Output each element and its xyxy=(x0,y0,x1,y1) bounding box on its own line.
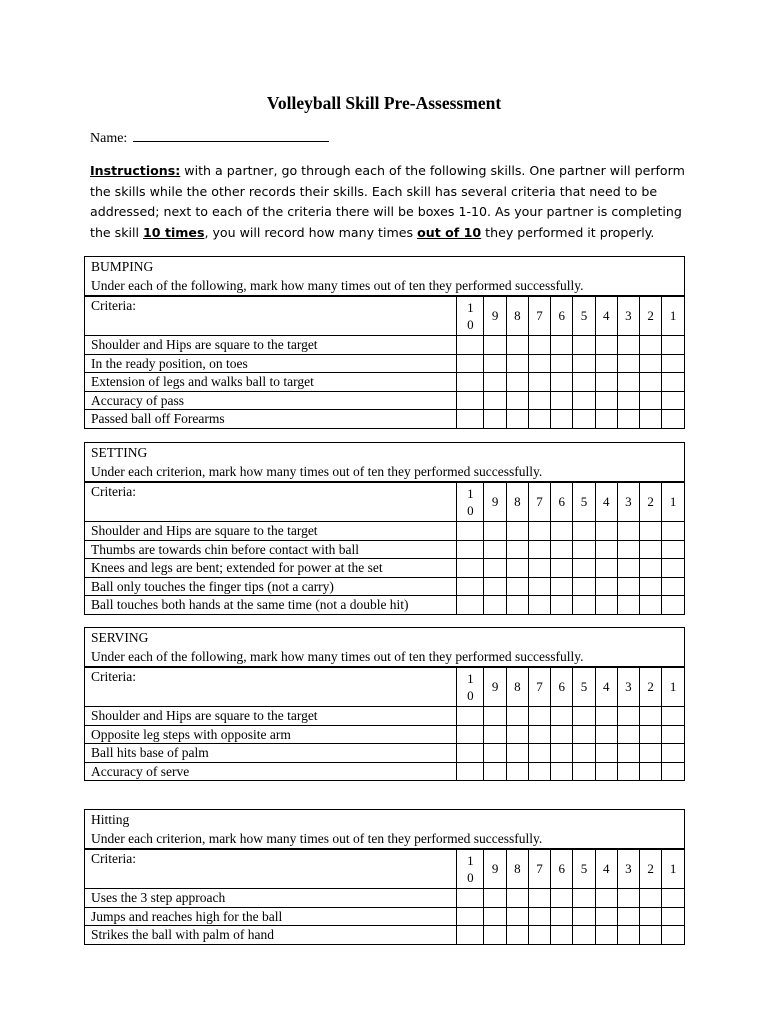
score-box[interactable] xyxy=(617,354,639,373)
instructions-bold-2: out of 10 xyxy=(417,224,482,240)
score-box[interactable] xyxy=(506,889,528,908)
score-header-3: 3 xyxy=(617,668,639,707)
score-box[interactable] xyxy=(528,373,550,392)
score-box[interactable] xyxy=(573,391,595,410)
score-box[interactable] xyxy=(617,410,639,428)
score-header-5: 5 xyxy=(573,483,595,522)
table-row xyxy=(85,540,684,559)
score-box[interactable] xyxy=(551,336,573,355)
score-box[interactable] xyxy=(551,410,573,428)
score-box[interactable] xyxy=(573,354,595,373)
name-blank-line[interactable] xyxy=(133,128,329,142)
score-box[interactable] xyxy=(551,762,573,780)
score-box[interactable] xyxy=(617,907,639,926)
score-header-10-bottom: 0 xyxy=(467,503,474,518)
score-box[interactable] xyxy=(595,725,617,744)
score-box[interactable] xyxy=(506,707,528,726)
score-box[interactable] xyxy=(551,907,573,926)
table-row xyxy=(85,354,684,373)
score-header-1: 1 xyxy=(662,483,684,522)
score-box[interactable] xyxy=(528,889,550,908)
score-box[interactable] xyxy=(528,744,550,763)
section-title: SETTING xyxy=(91,445,148,460)
criterion-label: Ball hits base of palm xyxy=(85,744,457,763)
score-box[interactable] xyxy=(595,373,617,392)
score-box[interactable] xyxy=(484,522,506,541)
score-box[interactable] xyxy=(595,577,617,596)
criterion-label: Shoulder and Hips are square to the target xyxy=(85,707,457,726)
score-box[interactable] xyxy=(640,373,662,392)
score-box[interactable] xyxy=(595,540,617,559)
score-box[interactable] xyxy=(528,725,550,744)
score-box[interactable] xyxy=(506,336,528,355)
score-header-10-bottom: 0 xyxy=(467,688,474,703)
criterion-label: Accuracy of serve xyxy=(85,762,457,780)
score-box[interactable] xyxy=(484,707,506,726)
score-box[interactable] xyxy=(528,907,550,926)
score-box[interactable] xyxy=(662,744,684,763)
section-header xyxy=(85,628,684,667)
score-box[interactable] xyxy=(595,707,617,726)
criterion-label: Uses the 3 step approach xyxy=(85,889,457,908)
score-box[interactable] xyxy=(573,522,595,541)
score-box[interactable] xyxy=(640,354,662,373)
score-header-3: 3 xyxy=(617,297,639,336)
criterion-label: Shoulder and Hips are square to the target xyxy=(85,336,457,355)
score-box[interactable] xyxy=(617,336,639,355)
score-box[interactable] xyxy=(662,926,684,944)
criteria-table xyxy=(85,667,684,780)
score-header-9: 9 xyxy=(484,483,506,522)
score-box[interactable] xyxy=(551,373,573,392)
section-bumping xyxy=(84,256,685,429)
score-box[interactable] xyxy=(640,540,662,559)
score-header-8: 8 xyxy=(506,668,528,707)
score-box[interactable] xyxy=(573,540,595,559)
score-box[interactable] xyxy=(640,707,662,726)
score-box[interactable] xyxy=(506,577,528,596)
score-box[interactable] xyxy=(640,391,662,410)
score-box[interactable] xyxy=(528,540,550,559)
score-box[interactable] xyxy=(506,559,528,578)
section-hitting xyxy=(84,809,685,945)
score-box[interactable] xyxy=(457,559,484,578)
score-box[interactable] xyxy=(457,889,484,908)
table-row xyxy=(85,707,684,726)
score-box[interactable] xyxy=(662,907,684,926)
score-box[interactable] xyxy=(484,336,506,355)
score-box[interactable] xyxy=(617,373,639,392)
score-header-5: 5 xyxy=(573,850,595,889)
score-box[interactable] xyxy=(484,889,506,908)
score-box[interactable] xyxy=(617,744,639,763)
criteria-header: Criteria: xyxy=(85,668,457,707)
section-setting xyxy=(84,442,685,615)
score-box[interactable] xyxy=(595,889,617,908)
score-box[interactable] xyxy=(457,744,484,763)
criteria-header: Criteria: xyxy=(85,483,457,522)
score-box[interactable] xyxy=(617,889,639,908)
instructions-text-3: they performed it properly. xyxy=(481,224,655,240)
score-box[interactable] xyxy=(551,540,573,559)
score-box[interactable] xyxy=(457,391,484,410)
score-box[interactable] xyxy=(573,926,595,944)
score-box[interactable] xyxy=(551,354,573,373)
score-box[interactable] xyxy=(640,577,662,596)
score-box[interactable] xyxy=(617,926,639,944)
criterion-label: Jumps and reaches high for the ball xyxy=(85,907,457,926)
score-header-9: 9 xyxy=(484,850,506,889)
criteria-table xyxy=(85,482,684,614)
section-title: SERVING xyxy=(91,630,149,645)
score-box[interactable] xyxy=(617,725,639,744)
score-box[interactable] xyxy=(457,596,484,614)
criterion-label: Strikes the ball with palm of hand xyxy=(85,926,457,944)
score-box[interactable] xyxy=(617,391,639,410)
score-box[interactable] xyxy=(595,926,617,944)
criteria-table xyxy=(85,296,684,428)
criterion-label: Passed ball off Forearms xyxy=(85,410,457,428)
score-box[interactable] xyxy=(595,559,617,578)
score-box[interactable] xyxy=(595,354,617,373)
table-row xyxy=(85,410,684,428)
score-box[interactable] xyxy=(595,522,617,541)
score-box[interactable] xyxy=(662,559,684,578)
score-box[interactable] xyxy=(617,707,639,726)
score-box[interactable] xyxy=(573,336,595,355)
score-box[interactable] xyxy=(484,744,506,763)
score-box[interactable] xyxy=(662,373,684,392)
score-box[interactable] xyxy=(640,559,662,578)
score-box[interactable] xyxy=(506,540,528,559)
score-box[interactable] xyxy=(640,926,662,944)
table-header-row xyxy=(85,668,684,707)
score-box[interactable] xyxy=(484,907,506,926)
score-box[interactable] xyxy=(457,522,484,541)
score-box[interactable] xyxy=(662,336,684,355)
criterion-label: Ball only touches the finger tips (not a carry) xyxy=(85,577,457,596)
instructions-text-2: , you will record how many times xyxy=(204,224,418,240)
score-box[interactable] xyxy=(528,596,550,614)
score-box[interactable] xyxy=(457,354,484,373)
score-box[interactable] xyxy=(484,559,506,578)
score-box[interactable] xyxy=(457,540,484,559)
score-box[interactable] xyxy=(573,559,595,578)
criteria-header: Criteria: xyxy=(85,297,457,336)
score-box[interactable] xyxy=(551,707,573,726)
score-header-4: 4 xyxy=(595,850,617,889)
score-box[interactable] xyxy=(506,391,528,410)
table-header-row xyxy=(85,297,684,336)
instructions-bold-1: 10 times xyxy=(143,224,205,240)
section-instruction: Under each criterion, mark how many times out of ten they performed successfully. xyxy=(91,831,543,846)
score-box[interactable] xyxy=(662,596,684,614)
score-box[interactable] xyxy=(662,577,684,596)
score-box[interactable] xyxy=(484,596,506,614)
score-header-2: 2 xyxy=(640,850,662,889)
table-row xyxy=(85,336,684,355)
table-row xyxy=(85,391,684,410)
score-box[interactable] xyxy=(640,744,662,763)
score-header-10-bottom: 0 xyxy=(467,317,474,332)
score-box[interactable] xyxy=(573,410,595,428)
score-box[interactable] xyxy=(506,410,528,428)
score-box[interactable] xyxy=(484,926,506,944)
section-header xyxy=(85,257,684,296)
score-box[interactable] xyxy=(617,540,639,559)
score-header-10 xyxy=(457,483,484,522)
score-box[interactable] xyxy=(528,577,550,596)
score-box[interactable] xyxy=(617,596,639,614)
score-box[interactable] xyxy=(506,907,528,926)
score-box[interactable] xyxy=(573,889,595,908)
instructions-paragraph xyxy=(90,161,690,243)
name-label: Name: xyxy=(90,131,128,146)
score-box[interactable] xyxy=(573,596,595,614)
score-header-7: 7 xyxy=(528,668,550,707)
score-box[interactable] xyxy=(551,725,573,744)
score-box[interactable] xyxy=(640,410,662,428)
score-header-7: 7 xyxy=(528,297,550,336)
score-box[interactable] xyxy=(457,410,484,428)
score-box[interactable] xyxy=(573,373,595,392)
score-box[interactable] xyxy=(662,391,684,410)
score-box[interactable] xyxy=(662,354,684,373)
section-serving xyxy=(84,627,685,781)
section-instruction: Under each criterion, mark how many times out of ten they performed successfully. xyxy=(91,464,543,479)
table-row xyxy=(85,373,684,392)
score-header-10-top: 1 xyxy=(467,853,474,868)
score-box[interactable] xyxy=(662,410,684,428)
score-box[interactable] xyxy=(506,744,528,763)
table-row xyxy=(85,577,684,596)
score-header-9: 9 xyxy=(484,668,506,707)
score-box[interactable] xyxy=(640,522,662,541)
score-header-10-top: 1 xyxy=(467,300,474,315)
score-header-8: 8 xyxy=(506,297,528,336)
score-box[interactable] xyxy=(595,596,617,614)
instructions-text-1: with a partner, go through each of the following skills. One partner will perform the skills while the other records their skills. Each skill has several criteria that need to be addressed; next to each of the criteria there will be boxes 1-10. As your partner is completing the skill xyxy=(90,163,685,240)
score-header-8: 8 xyxy=(506,483,528,522)
score-header-1: 1 xyxy=(662,297,684,336)
score-box[interactable] xyxy=(506,373,528,392)
score-box[interactable] xyxy=(573,707,595,726)
score-box[interactable] xyxy=(640,907,662,926)
score-box[interactable] xyxy=(595,410,617,428)
score-box[interactable] xyxy=(457,725,484,744)
score-box[interactable] xyxy=(573,744,595,763)
score-header-1: 1 xyxy=(662,668,684,707)
table-row xyxy=(85,522,684,541)
criteria-header: Criteria: xyxy=(85,850,457,889)
score-header-3: 3 xyxy=(617,483,639,522)
score-header-2: 2 xyxy=(640,668,662,707)
score-header-6: 6 xyxy=(551,483,573,522)
score-header-5: 5 xyxy=(573,668,595,707)
score-box[interactable] xyxy=(617,577,639,596)
table-header-row xyxy=(85,850,684,889)
score-box[interactable] xyxy=(457,907,484,926)
score-header-9: 9 xyxy=(484,297,506,336)
criteria-table xyxy=(85,849,684,944)
score-header-6: 6 xyxy=(551,668,573,707)
score-header-7: 7 xyxy=(528,483,550,522)
score-box[interactable] xyxy=(506,522,528,541)
table-header-row xyxy=(85,483,684,522)
score-header-5: 5 xyxy=(573,297,595,336)
score-box[interactable] xyxy=(640,596,662,614)
section-header xyxy=(85,443,684,482)
score-box[interactable] xyxy=(506,725,528,744)
score-box[interactable] xyxy=(595,744,617,763)
score-box[interactable] xyxy=(551,522,573,541)
score-box[interactable] xyxy=(662,762,684,780)
score-box[interactable] xyxy=(551,596,573,614)
score-box[interactable] xyxy=(662,522,684,541)
score-box[interactable] xyxy=(506,926,528,944)
score-box[interactable] xyxy=(551,559,573,578)
score-header-10 xyxy=(457,668,484,707)
score-box[interactable] xyxy=(484,540,506,559)
score-box[interactable] xyxy=(617,762,639,780)
score-box[interactable] xyxy=(457,762,484,780)
score-header-6: 6 xyxy=(551,297,573,336)
criterion-label: Ball touches both hands at the same time (not a double hit) xyxy=(85,596,457,614)
score-box[interactable] xyxy=(457,707,484,726)
score-box[interactable] xyxy=(662,725,684,744)
criterion-label: Accuracy of pass xyxy=(85,391,457,410)
score-box[interactable] xyxy=(528,707,550,726)
score-box[interactable] xyxy=(457,373,484,392)
score-box[interactable] xyxy=(484,410,506,428)
score-box[interactable] xyxy=(662,540,684,559)
score-box[interactable] xyxy=(506,762,528,780)
criterion-label: Knees and legs are bent; extended for power at the set xyxy=(85,559,457,578)
score-box[interactable] xyxy=(595,907,617,926)
score-box[interactable] xyxy=(640,336,662,355)
score-header-2: 2 xyxy=(640,297,662,336)
score-box[interactable] xyxy=(484,725,506,744)
table-row xyxy=(85,889,684,908)
score-box[interactable] xyxy=(617,559,639,578)
score-header-10 xyxy=(457,297,484,336)
table-row xyxy=(85,762,684,780)
score-header-10-top: 1 xyxy=(467,671,474,686)
table-row xyxy=(85,907,684,926)
score-header-1: 1 xyxy=(662,850,684,889)
score-header-4: 4 xyxy=(595,297,617,336)
score-box[interactable] xyxy=(506,354,528,373)
criterion-label: Opposite leg steps with opposite arm xyxy=(85,725,457,744)
score-header-4: 4 xyxy=(595,483,617,522)
criterion-label: Extension of legs and walks ball to target xyxy=(85,373,457,392)
score-box[interactable] xyxy=(662,889,684,908)
score-header-8: 8 xyxy=(506,850,528,889)
score-box[interactable] xyxy=(617,522,639,541)
section-title: BUMPING xyxy=(91,259,154,274)
score-box[interactable] xyxy=(573,725,595,744)
score-box[interactable] xyxy=(457,577,484,596)
score-header-10 xyxy=(457,850,484,889)
score-header-10-top: 1 xyxy=(467,486,474,501)
score-box[interactable] xyxy=(528,559,550,578)
table-row xyxy=(85,744,684,763)
table-row xyxy=(85,926,684,944)
score-box[interactable] xyxy=(457,926,484,944)
score-box[interactable] xyxy=(640,889,662,908)
score-box[interactable] xyxy=(528,762,550,780)
score-header-10-bottom: 0 xyxy=(467,870,474,885)
score-header-2: 2 xyxy=(640,483,662,522)
criterion-label: Shoulder and Hips are square to the target xyxy=(85,522,457,541)
page-title: Volleyball Skill Pre-Assessment xyxy=(266,93,502,113)
score-box[interactable] xyxy=(528,354,550,373)
score-box[interactable] xyxy=(595,391,617,410)
score-box[interactable] xyxy=(528,336,550,355)
criterion-label: Thumbs are towards chin before contact with ball xyxy=(85,540,457,559)
score-box[interactable] xyxy=(551,926,573,944)
score-box[interactable] xyxy=(528,522,550,541)
score-box[interactable] xyxy=(528,410,550,428)
score-header-4: 4 xyxy=(595,668,617,707)
score-box[interactable] xyxy=(484,354,506,373)
score-header-6: 6 xyxy=(551,850,573,889)
score-box[interactable] xyxy=(573,577,595,596)
instructions-lead: Instructions: xyxy=(90,163,181,178)
score-box[interactable] xyxy=(573,907,595,926)
score-box[interactable] xyxy=(484,762,506,780)
name-row xyxy=(90,128,329,147)
score-box[interactable] xyxy=(573,762,595,780)
section-title: Hitting xyxy=(91,812,130,827)
score-header-7: 7 xyxy=(528,850,550,889)
score-box[interactable] xyxy=(528,926,550,944)
section-instruction: Under each of the following, mark how many times out of ten they performed successfully. xyxy=(91,649,584,664)
score-box[interactable] xyxy=(506,596,528,614)
score-box[interactable] xyxy=(640,725,662,744)
table-row xyxy=(85,559,684,578)
score-box[interactable] xyxy=(595,762,617,780)
score-box[interactable] xyxy=(551,744,573,763)
score-box[interactable] xyxy=(484,373,506,392)
score-box[interactable] xyxy=(457,336,484,355)
score-box[interactable] xyxy=(484,577,506,596)
table-row xyxy=(85,725,684,744)
section-instruction: Under each of the following, mark how many times out of ten they performed successfully. xyxy=(91,278,584,293)
score-box[interactable] xyxy=(551,889,573,908)
score-box[interactable] xyxy=(551,391,573,410)
score-box[interactable] xyxy=(595,336,617,355)
score-box[interactable] xyxy=(484,391,506,410)
criterion-label: In the ready position, on toes xyxy=(85,354,457,373)
score-box[interactable] xyxy=(551,577,573,596)
table-row xyxy=(85,596,684,614)
score-header-3: 3 xyxy=(617,850,639,889)
score-box[interactable] xyxy=(528,391,550,410)
score-box[interactable] xyxy=(662,707,684,726)
score-box[interactable] xyxy=(640,762,662,780)
section-header xyxy=(85,810,684,849)
